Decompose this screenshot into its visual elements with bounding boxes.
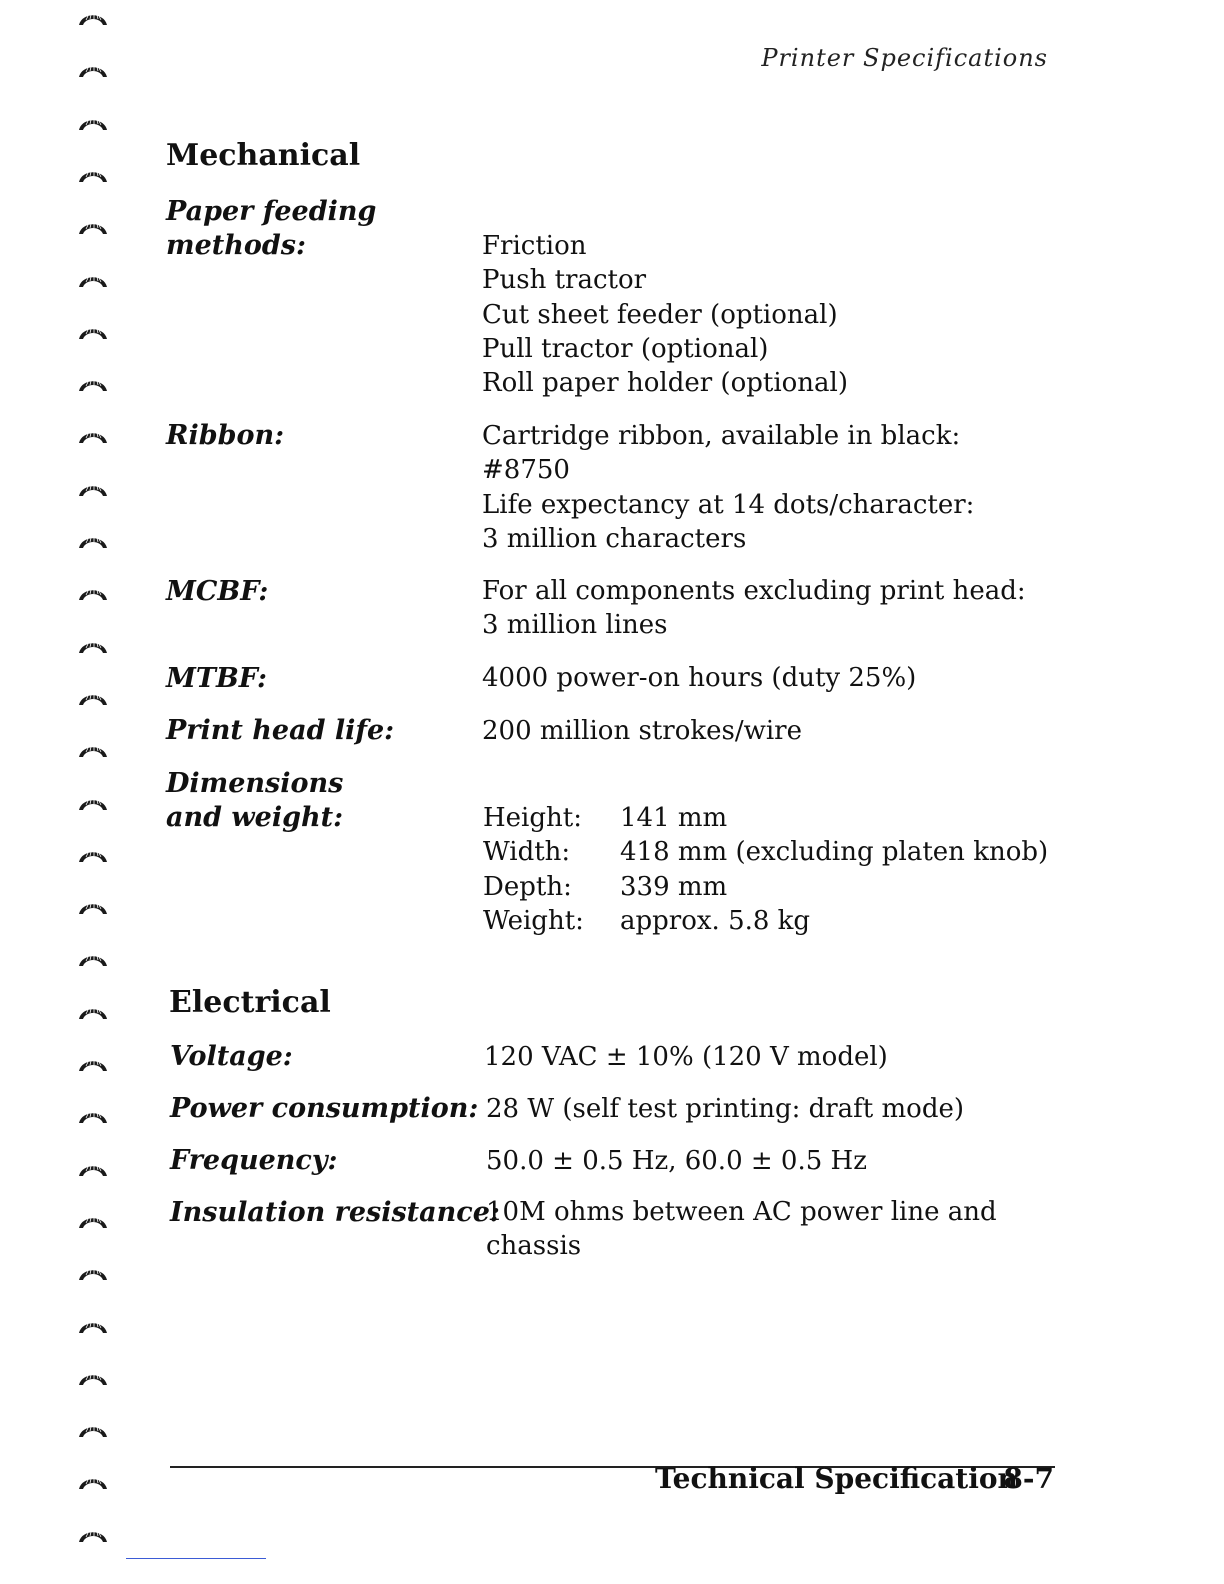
- value-line: Roll paper holder (optional): [482, 368, 848, 399]
- label-dimensions: [166, 767, 343, 835]
- binding-ring-icon: [76, 1316, 110, 1336]
- label-voltage: Voltage:: [170, 1041, 293, 1072]
- value-line: Pull tractor (optional): [482, 333, 769, 364]
- binding-ring-icon: [76, 1420, 110, 1440]
- value-line: 10M ohms between AC power line and: [486, 1197, 997, 1227]
- binding-ring-icon: [76, 583, 110, 603]
- value-line: Friction: [482, 231, 587, 261]
- label-frequency: Frequency:: [170, 1145, 338, 1176]
- value-mtbf: 4000 power-on hours (duty 25%): [482, 663, 917, 693]
- value-power-consumption: 28 W (self test printing: draft mode): [486, 1094, 965, 1124]
- value-print-head-life: 200 million strokes/wire: [482, 716, 802, 746]
- binding-ring-icon: [76, 60, 110, 80]
- binding-ring-icon: [76, 8, 110, 28]
- scan-edge-line: [126, 1558, 266, 1559]
- label-line: Paper feeding: [166, 196, 377, 227]
- dimension-value: 339 mm: [620, 871, 728, 902]
- dimension-key: Depth:: [483, 871, 572, 902]
- value-voltage: 120 VAC ± 10% (120 V model): [484, 1042, 888, 1072]
- dimension-value: 141 mm: [620, 803, 728, 833]
- label-mcbf: MCBF:: [166, 576, 269, 607]
- binding-ring-icon: [76, 531, 110, 551]
- dimension-key: Width:: [483, 837, 571, 868]
- value-frequency: 50.0 ± 0.5 Hz, 60.0 ± 0.5 Hz: [486, 1146, 867, 1176]
- section-title-mechanical: Mechanical: [166, 138, 361, 173]
- label-power-consumption: Power consumption:: [170, 1093, 479, 1124]
- binding-ring-icon: [76, 636, 110, 656]
- dimension-key: Height:: [483, 803, 582, 833]
- binding-ring-icon: [76, 1159, 110, 1179]
- binding-ring-icon: [76, 740, 110, 760]
- binding-ring-icon: [76, 688, 110, 708]
- value-line: chassis: [486, 1231, 582, 1262]
- value-line: Push tractor: [482, 265, 647, 296]
- value-ribbon: [482, 419, 974, 556]
- value-line: Cartridge ribbon, available in black:: [482, 421, 961, 451]
- label-print-head-life: Print head life:: [166, 715, 395, 746]
- label-ribbon: Ribbon:: [166, 420, 285, 451]
- value-line: Cut sheet feeder (optional): [482, 299, 838, 330]
- dimension-row: [483, 870, 1063, 904]
- footer-section-title: Technical Specification: [655, 1462, 1018, 1495]
- label-paper-feeding: [166, 195, 376, 263]
- binding-ring-icon: [76, 270, 110, 290]
- value-line: #8750: [482, 455, 570, 486]
- binding-ring-icon: [76, 322, 110, 342]
- value-line: 3 million lines: [482, 610, 668, 641]
- spiral-binding: [70, 0, 120, 1584]
- running-header: Printer Specifications: [761, 44, 1048, 72]
- dimension-row: [483, 835, 1063, 869]
- dimension-row: [483, 801, 1063, 835]
- binding-ring-icon: [76, 113, 110, 133]
- section-title-electrical: Electrical: [169, 985, 331, 1020]
- value-line: Life expectancy at 14 dots/character:: [482, 489, 975, 520]
- dimensions-table: [483, 801, 1063, 938]
- page-number: 8-7: [1003, 1462, 1054, 1495]
- label-line: and weight:: [166, 802, 344, 833]
- label-insulation-resistance: Insulation resistance:: [170, 1197, 500, 1228]
- value-paper-feeding: [482, 229, 848, 400]
- binding-ring-icon: [76, 1106, 110, 1126]
- dimension-value: approx. 5.8 kg: [620, 905, 811, 936]
- dimension-row: [483, 904, 1063, 938]
- binding-ring-icon: [76, 374, 110, 394]
- value-insulation-resistance: [486, 1195, 997, 1264]
- value-line: 3 million characters: [482, 523, 747, 554]
- binding-ring-icon: [76, 1002, 110, 1022]
- label-line: Dimensions: [166, 768, 344, 799]
- binding-ring-icon: [76, 1472, 110, 1492]
- dimension-key: Weight:: [483, 905, 584, 936]
- binding-ring-icon: [76, 1368, 110, 1388]
- binding-ring-icon: [76, 845, 110, 865]
- binding-ring-icon: [76, 793, 110, 813]
- label-line: methods:: [166, 230, 306, 261]
- dimension-value: 418 mm (excluding platen knob): [620, 837, 1049, 868]
- value-line: For all components excluding print head:: [482, 576, 1026, 606]
- binding-ring-icon: [76, 949, 110, 969]
- binding-ring-icon: [76, 1211, 110, 1231]
- label-mtbf: MTBF:: [166, 663, 267, 694]
- binding-ring-icon: [76, 217, 110, 237]
- binding-ring-icon: [76, 1263, 110, 1283]
- value-mcbf: [482, 574, 1026, 643]
- binding-ring-icon: [76, 1525, 110, 1545]
- binding-ring-icon: [76, 479, 110, 499]
- binding-ring-icon: [76, 1054, 110, 1074]
- binding-ring-icon: [76, 897, 110, 917]
- binding-ring-icon: [76, 165, 110, 185]
- binding-ring-icon: [76, 426, 110, 446]
